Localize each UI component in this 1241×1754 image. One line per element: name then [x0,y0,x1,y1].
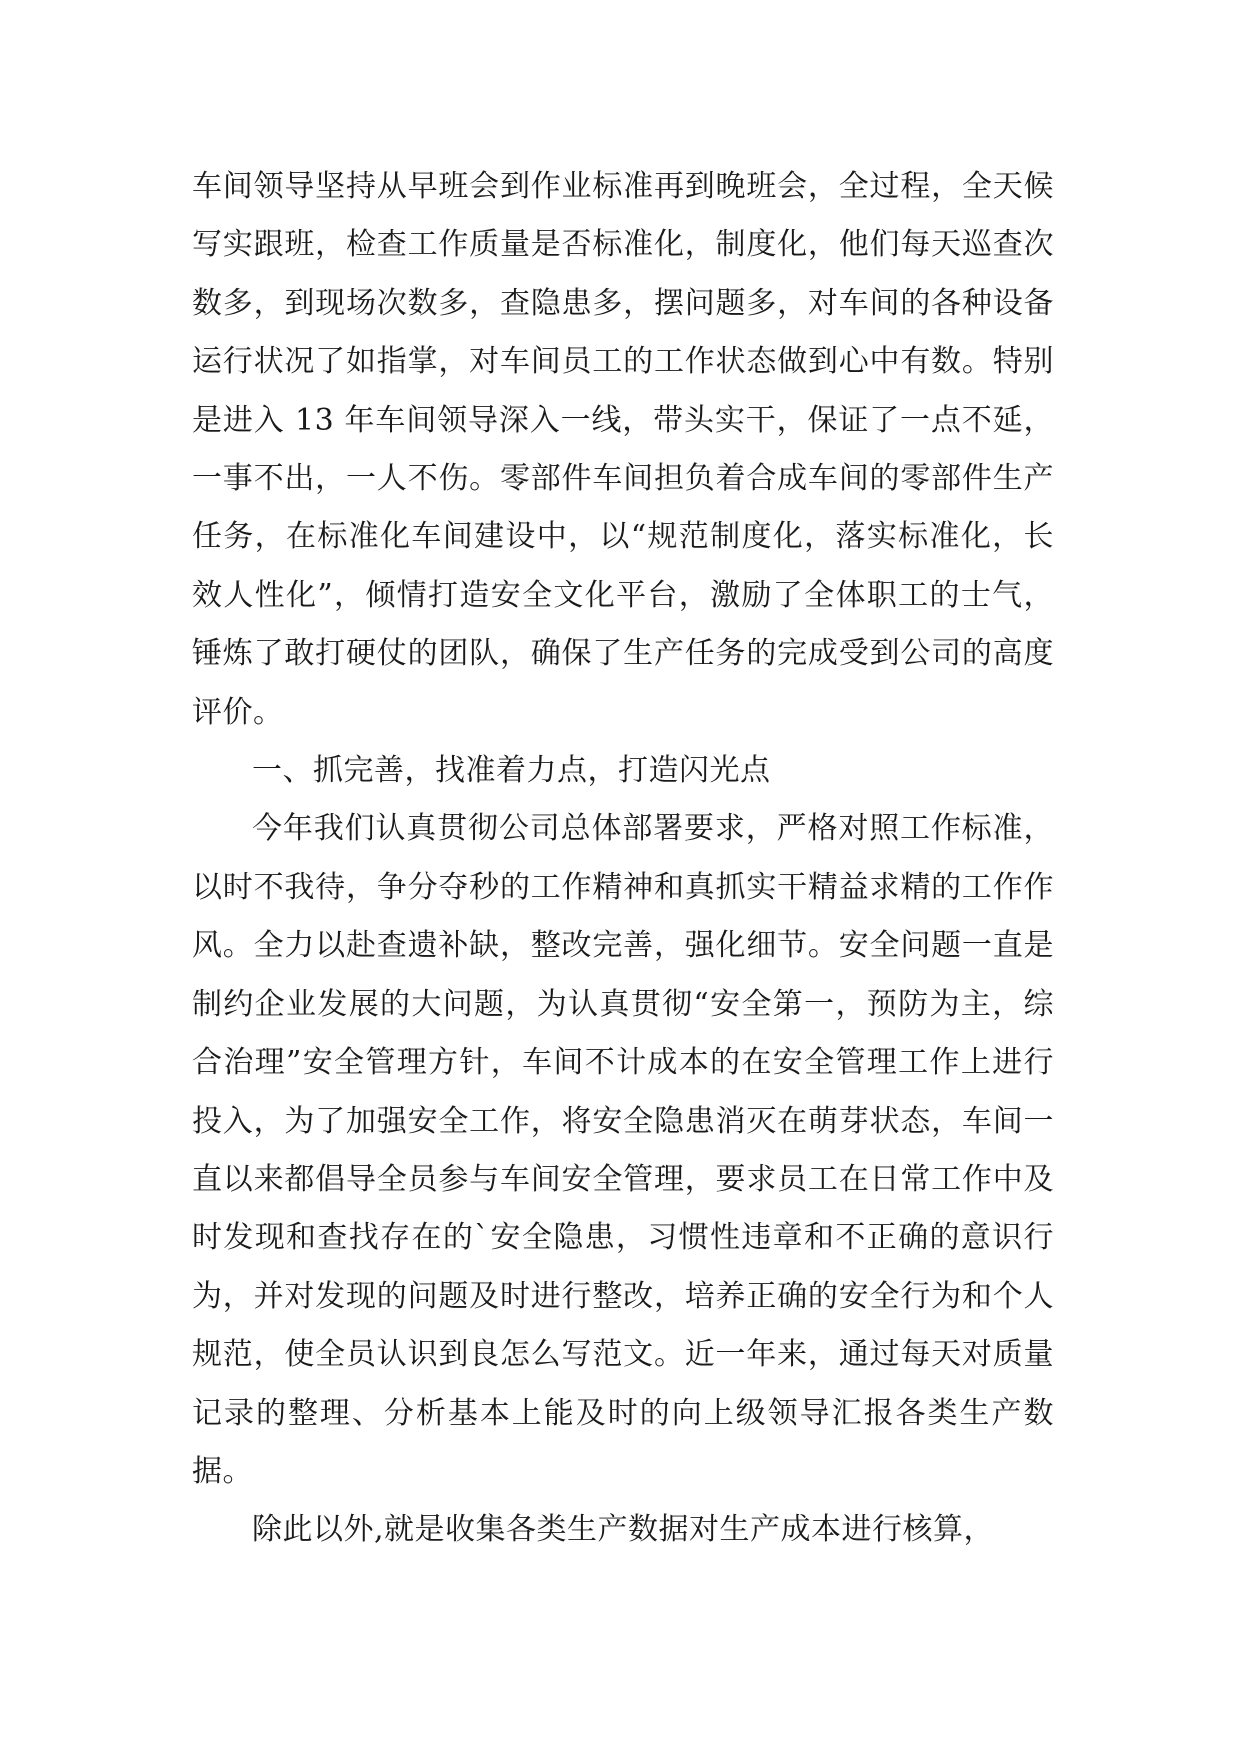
paragraph-continuation: 车间领导坚持从早班会到作业标准再到晚班会，全过程，全天候写实跟班，检查工作质量是否标准化，制度化，他们每天巡查次数多，到现场次数多，查隐患多，摆问题多，对车间的各种设备运行状况了如指掌，对车间员工的工作状态做到心中有数。特别是进入 13 年车间领导深入一线，带头实干，保证了一点不延，一事不出，一人不伤。零部件车间担负着合成车间的零部件生产任务，在标准化车间建设中，以“规范制度化，落实标准化，长效人性化”，倾情打造安全文化平台，激励了全体职工的士气，锤炼了敢打硬仗的团队，确保了生产任务的完成受到公司的高度评价。 [192,169,1054,730]
document-body [192,158,1054,1560]
section-heading: 一、抓完善，找准着力点，打造闪光点 [252,753,771,789]
paragraph-final: 除此以外,就是收集各类生产数据对生产成本进行核算， [252,1512,995,1548]
paragraph-body: 今年我们认真贯彻公司总体部署要求，严格对照工作标准，以时不我待，争分夺秒的工作精神和真抓实干精益求精的工作作风。全力以赴查遗补缺，整改完善，强化细节。安全问题一直是制约企业发展的大问题，为认真贯彻“安全第一，预防为主，综合治理”安全管理方针，车间不计成本的在安全管理工作上进行投入，为了加强安全工作，将安全隐患消灭在萌芽状态，车间一直以来都倡导全员参与车间安全管理，要求员工在日常工作中及时发现和查找存在的`安全隐患，习惯性违章和不正确的意识行为，并对发现的问题及时进行整改，培养正确的安全行为和个人规范，使全员认识到良怎么写范文。近一年来，通过每天对质量记录的整理、分析基本上能及时的向上级领导汇报各类生产数据。 [192,811,1054,1489]
